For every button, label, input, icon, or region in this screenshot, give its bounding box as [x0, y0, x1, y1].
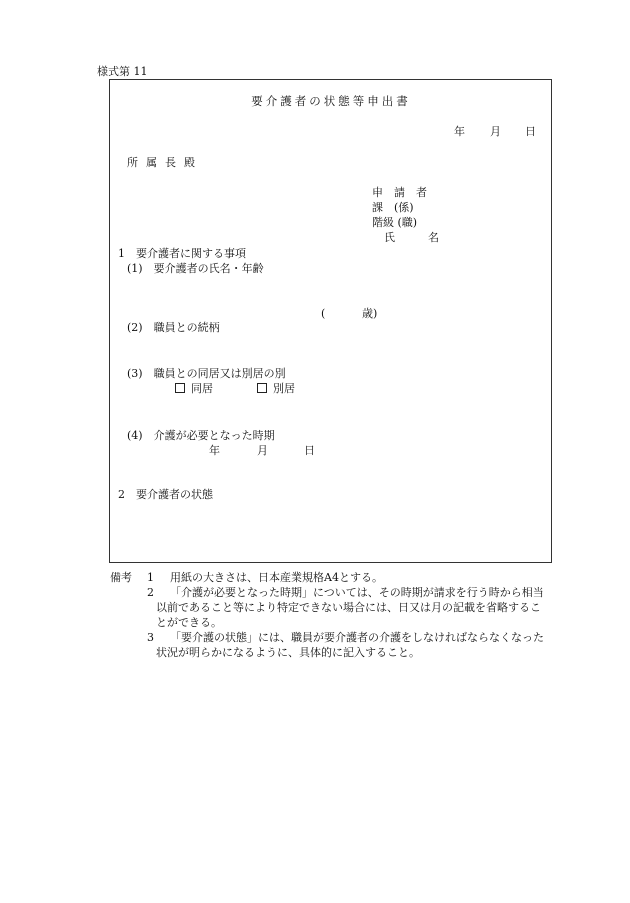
item4-year-label: 年: [209, 444, 220, 457]
item4-label: (4) 介護が必要となった時期: [127, 429, 275, 442]
checkbox-icon[interactable]: [175, 383, 185, 393]
option-separate[interactable]: [257, 383, 295, 394]
remarks-label: 備考: [110, 571, 132, 584]
applicant-grade-label: 階級 (職): [372, 216, 418, 229]
applicant-name-label: 氏 名: [384, 231, 439, 244]
remark-2-line-1: 「介護が必要となった時期」については、その時期が請求を行う時から相当: [170, 586, 544, 599]
section2-heading: 2 要介護者の状態: [118, 488, 213, 501]
option-cohabiting-label: 同居: [191, 382, 213, 395]
applicant-header: 申 請 者: [372, 186, 427, 199]
item2-label: (2) 職員との続柄: [127, 321, 220, 334]
age-suffix: 歳): [362, 307, 378, 320]
section1-heading: 1 要介護者に関する事項: [118, 247, 246, 260]
date-month-label: 月: [490, 125, 501, 138]
date-year-label: 年: [454, 125, 465, 138]
checkbox-icon[interactable]: [257, 383, 267, 393]
date-day-label: 日: [525, 125, 536, 138]
remark-3-line-1: 「要介護の状態」には、職員が要介護者の介護をしなければならなくなった: [170, 631, 544, 644]
remark-3-number: 3: [147, 631, 154, 644]
remark-2-line-2: 以前であること等により特定できない場合には、日又は月の記載を省略するこ: [156, 601, 541, 614]
remark-3-line-2: 状況が明らかになるように、具体的に記入すること。: [156, 646, 420, 659]
age-open-paren: (: [321, 307, 326, 320]
item4-day-label: 日: [304, 444, 315, 457]
remark-1-number: 1: [147, 571, 154, 584]
form-title: 要介護者の状態等申出書: [251, 94, 411, 108]
item1-label: (1) 要介護者の氏名・年齢: [127, 262, 264, 275]
addressee: 所属長殿: [127, 156, 203, 169]
remark-1-text: 用紙の大きさは、日本産業規格A4とする。: [170, 571, 383, 584]
item4-month-label: 月: [257, 444, 268, 457]
item3-label: (3) 職員との同居又は別居の別: [127, 367, 286, 380]
form-number: 様式第 11: [97, 65, 148, 78]
applicant-section-label: 課 (係): [372, 201, 414, 214]
remark-2-line-3: とができる。: [156, 616, 222, 629]
option-cohabiting[interactable]: [175, 383, 213, 394]
option-separate-label: 別居: [273, 382, 295, 395]
remark-2-number: 2: [147, 586, 154, 599]
